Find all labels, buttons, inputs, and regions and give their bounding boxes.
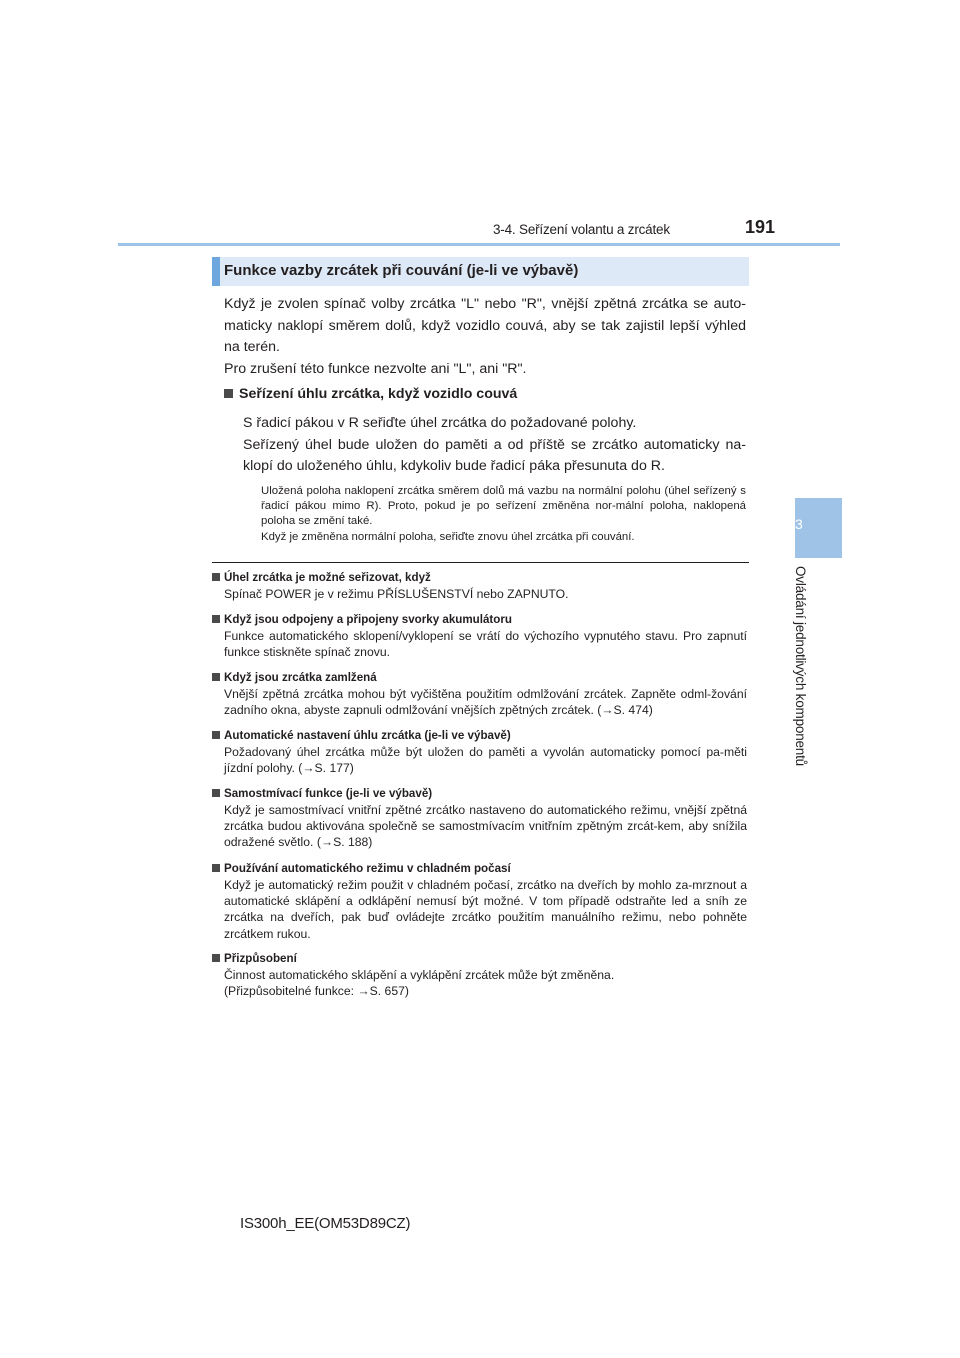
subsection-paragraph: Seřízený úhel bude uložen do paměti a od příště se zrcátko automaticky na-klopí do uloženého úhlu, kdykoliv bude řadicí páka přesunuta do R. [243,436,746,474]
intro-paragraph: Pro zrušení této funkce nezvolte ani "L", ani "R". [224,360,527,377]
header-section-title: 3-4. Seřízení volantu a zrcátek [493,222,670,237]
note-text: Činnost automatického sklápění a vyklápění zrcátek může být změněna. [224,968,615,982]
note-body [224,877,747,942]
note-text: Spínač POWER je v režimu PŘÍSLUŠENSTVÍ nebo ZAPNUTO. [224,587,569,601]
note-item [212,861,747,942]
subsection-heading-text: Seřízení úhlu zrcátka, když vozidlo couvá [239,386,518,402]
notes-divider [212,562,749,563]
note-body [224,744,747,776]
note-title [212,670,747,686]
square-bullet-icon [224,389,233,398]
note-paragraph: Když je změněna normální poloha, seřiďte znovu úhel zrcátka při couvání. [261,530,635,543]
note-text: (Přizpůsobitelné funkce: →S. 657) [224,984,409,999]
square-bullet-icon [212,954,220,962]
note-title [212,570,747,586]
note-text: Vnější zpětná zrcátka mohou být vyčištěna použitím odmlžování zrcátek. Zapněte odml-žování zadního okna, abyste zapnuli odmlžování vnějších zpětných zrcátek. (→S. 474) [224,687,747,718]
note-title [212,612,747,628]
square-bullet-icon [212,864,220,872]
footer-model-code: IS300h_EE(OM53D89CZ) [240,1215,411,1232]
note-item [212,570,747,602]
note-title-text: Když jsou odpojeny a připojeny svorky akumulátoru [224,613,512,626]
note-text: Funkce automatického sklopení/vyklopení se vrátí do výchozího vypnutého stavu. Pro zapnutí funkce stiskněte spínač znovu. [224,629,747,660]
note-item [212,728,747,776]
note-item [212,670,747,718]
intro-paragraph: Když je zvolen spínač volby zrcátka "L" nebo "R", vnější zpětná zrcátka se auto-maticky naklopí směrem dolů, když vozidlo couvá, aby se tak zajistil lepší výhled na terén. [224,296,746,355]
note-title [212,728,747,744]
section-title: Funkce vazby zrcátek při couvání (je-li ve výbavě) [224,262,579,279]
note-title-text: Samostmívací funkce (je-li ve výbavě) [224,787,433,800]
note-item [212,951,747,999]
chapter-label: Ovládání jednotlivých komponentů [793,566,808,766]
note-body [224,586,747,602]
note-title [212,861,747,877]
square-bullet-icon [212,573,220,581]
square-bullet-icon [212,673,220,681]
note-body [224,628,747,660]
note-text: Požadovaný úhel zrcátka může být uložen do paměti a vyvolán automaticky pomocí pa-měti jízdní polohy. (→S. 177) [224,745,747,776]
note-title-text: Automatické nastavení úhlu zrcátka (je-li ve výbavě) [224,729,511,742]
note-title-text: Používání automatického režimu v chladném počasí [224,862,511,875]
note-body [224,686,747,718]
subsection-body [243,413,746,478]
note-text: Když je samostmívací vnitřní zpětné zrcátko nastaveno do automatického režimu, vnější zpětná zrcátka budou aktivována společně se samostmívacím vnitřním zpětným zrcát-kem, aby snížila odražené světlo. (→S. 188) [224,803,747,850]
note-title-text: Úhel zrcátka je možné seřizovat, když [224,571,431,584]
note-title-text: Když jsou zrcátka zamlžená [224,671,377,684]
section-intro [224,294,746,380]
note-paragraph: Uložená poloha naklopení zrcátka směrem dolů má vazbu na normální polohu (úhel seřízený s řadicí pákou mimo R). Proto, pokud je po seřízení změněna nor-mální poloha, naklopená poloha se změní také. [261,485,746,528]
note-item [212,786,747,851]
subsection-heading [224,386,517,402]
note-title [212,786,747,802]
square-bullet-icon [212,615,220,623]
note-text: Když je automatický režim použit v chladném počasí, zrcátko na dveřích by mohlo za-mrznout a automatické sklápění a odklápění nemusí být možné. V tom případě odstraňte led a sníh ze zrcátka na dveřích, pak buď ovládejte zrcátko použitím manuálního režimu, nebo pohněte zrcátkem rukou. [224,878,747,941]
subsection-paragraph: S řadicí pákou v R seřiďte úhel zrcátka do požadované polohy. [243,415,637,431]
page-number: 191 [745,217,776,237]
note-title [212,951,747,967]
note-body [224,967,747,999]
note-item [212,612,747,660]
note-body [224,802,747,851]
subsection-note [261,484,746,545]
header-divider [118,243,840,246]
chapter-number: 3 [795,516,803,532]
note-title-text: Přizpůsobení [224,952,297,965]
square-bullet-icon [212,731,220,739]
square-bullet-icon [212,789,220,797]
